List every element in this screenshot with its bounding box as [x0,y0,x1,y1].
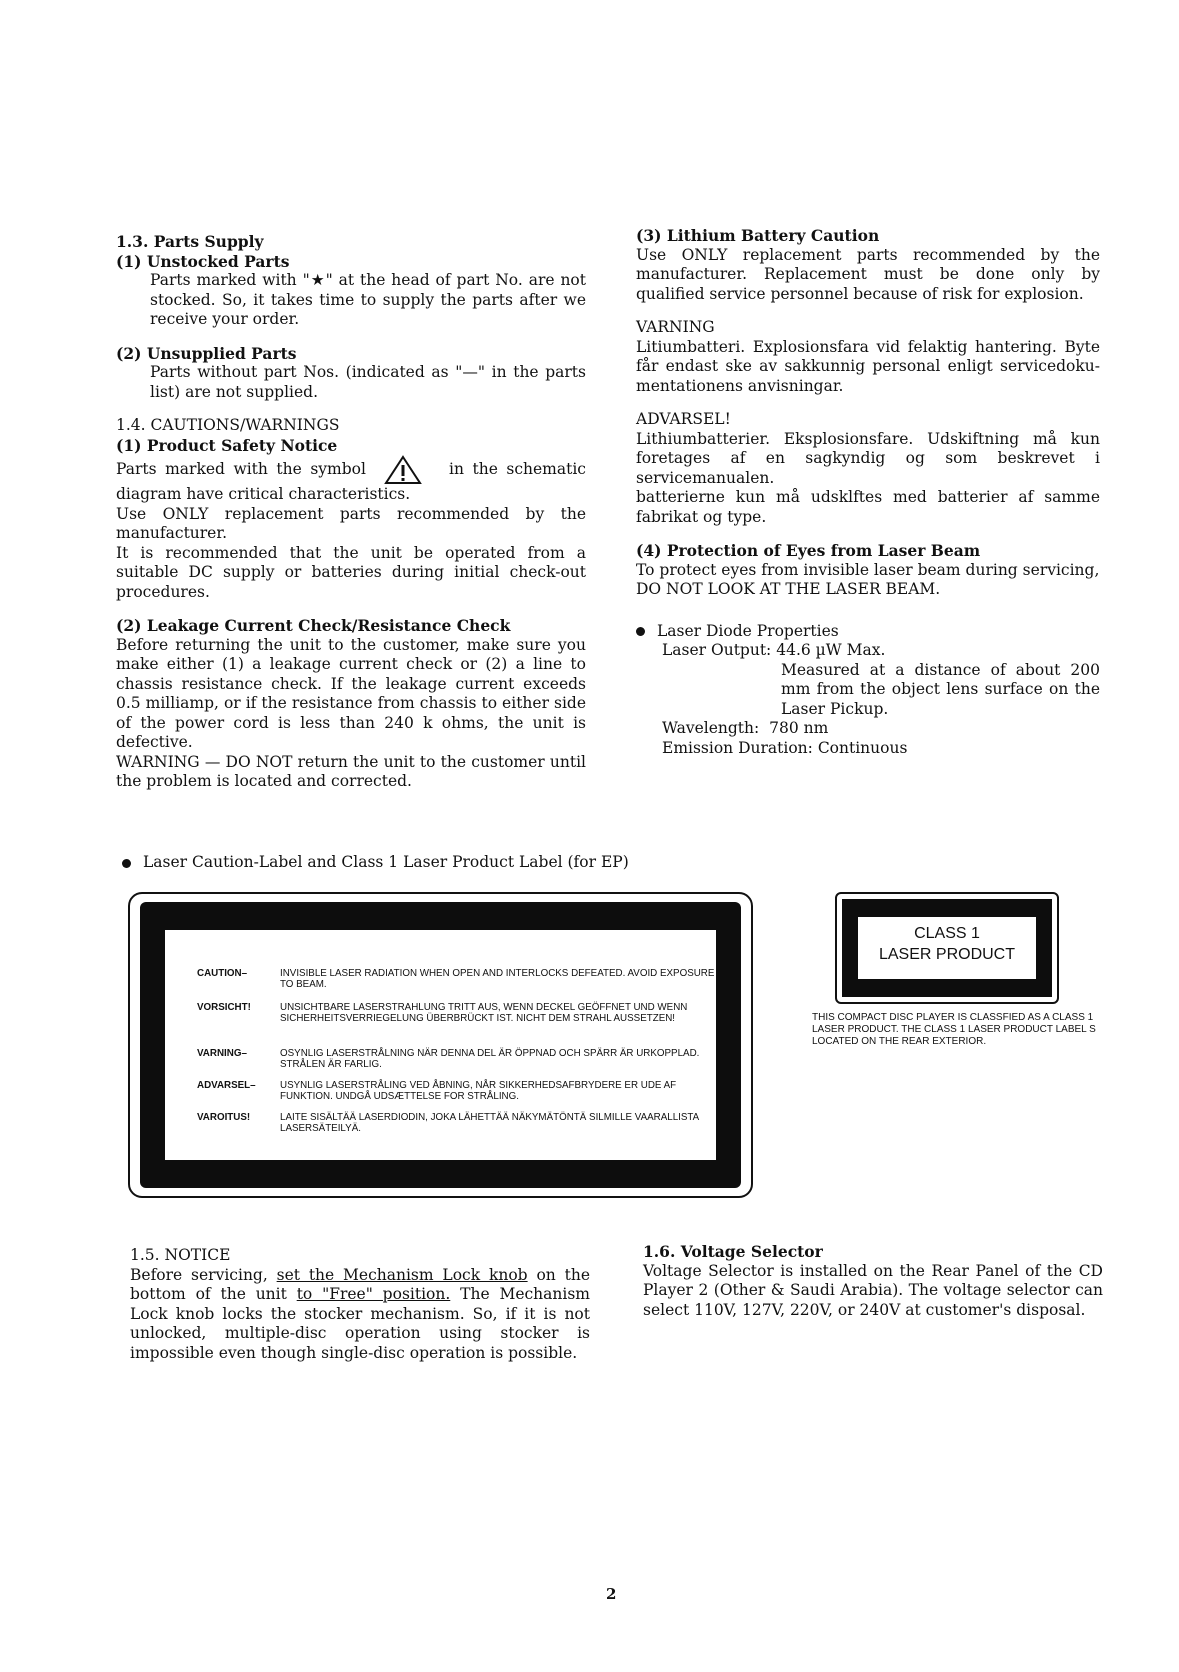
eye-protection-caps: DO NOT LOOK AT THE LASER BEAM. [636,580,941,598]
vorsicht-text: UNSICHTBARE LASERSTRAHLUNG TRITT AUS, WENN DECKEL GEÖFFNET UND WENN SICHERHEITSVERRIEGELUNG ÜBERBRÜCKT IST. NICHT DEM STRAHL AUSSETZEN! [280,1002,688,1024]
varning-text: OSYNLIG LASERSTRÅLNING NÄR DENNA DEL ÄR ÖPPNAD OCH SPÄRR ÄR URKOPPLAD. STRÅLEN ÄR FARLIG. [280,1048,700,1070]
leakage-check-warning: WARNING — DO NOT return the unit to the customer until the problem is located and corrected. [116,752,586,790]
advarsel-body: Lithiumbatterier. Eksplosionsfare. Udskiftning må kun foretages af en sagkyndig og som beskrevet i servicemanualen. [636,429,1100,487]
section-1-3-title: 1.3. Parts Supply [116,232,264,251]
product-safety-p2: Use ONLY replacement parts recommended by the manufacturer. [116,504,586,542]
lithium-battery-title: (3) Lithium Battery Caution [636,226,880,245]
emission-value: Continuous [817,738,908,757]
bullet-icon [122,859,131,868]
class-1-frame [842,899,1052,997]
varning-title: VARNING [636,318,715,336]
class-1-panel [858,917,1036,979]
laser-diode-title: Laser Diode Properties [657,621,839,640]
eye-protection-title: (4) Protection of Eyes from Laser Beam [636,541,981,560]
product-safety-post: in the schematic diagram have critical characteristics. [116,460,586,503]
notice-body [130,1266,590,1364]
unstocked-parts-body: Parts marked with "★" at the head of part No. are not stocked. So, it takes time to supply the parts after we receive your order. [150,271,586,328]
notice-underline-2: to "Free" position. [296,1285,451,1303]
notice-text-a: Before servicing, [130,1265,277,1284]
caution-text: INVISIBLE LASER RADIATION WHEN OPEN AND INTERLOCKS DEFEATED. AVOID EXPOSURE TO BEAM. [280,968,715,990]
leakage-check-body: Before returning the unit to the customer, make sure you make either (1) a leakage current check or (2) a line to chassis resistance check. If the leakage current exceeds 0.5 milliamp, or if the resistance from chassis to either side of the power cord is less than 240 k ohms, the unit is defective. [116,635,586,751]
caution-key: CAUTION– [197,968,248,979]
wavelength-label: Wavelength: [662,719,760,737]
advarsel-text: USYNLIG LASERSTRÅLING VED ÅBNING, NÅR SIKKERHEDSAFBRYDERE ER UDE AF FUNKTION. UNDGÅ UDSÆTTELSE FOR STRÅLING. [280,1080,677,1102]
warning-triangle-icon [384,455,422,485]
varning-key: VARNING– [197,1048,247,1059]
unsupplied-parts-title: (2) Unsupplied Parts [116,343,297,363]
notice-section [130,1246,590,1363]
right-column [636,226,1100,758]
class-1-line-1: CLASS 1 [914,925,980,942]
product-safety-p3: It is recommended that the unit be operated from a suitable DC supply or batteries during initial check-out procedures. [116,543,586,601]
laser-output-note: Measured at a distance of about 200 mm from the object lens surface on the Laser Pickup. [781,660,1100,718]
class-1-note: THIS COMPACT DISC PLAYER IS CLASSFIED AS A CLASS 1 LASER PRODUCT. THE CLASS 1 LASER PRODUCT LABEL S LOCATED ON THE REAR EXTERIOR. [812,1012,1096,1047]
product-safety-title: (1) Product Safety Notice [116,435,338,455]
left-column [116,232,586,792]
section-1-4-title: 1.4. CAUTIONS/WARNINGS [116,416,340,434]
varning-body: Litiumbatteri. Explosionsfara vid felaktig hantering. Byte får endast ske av sakkunnig personal enligt servicedoku-mentationens anvisningar. [636,337,1100,395]
varoitus-text: LAITE SISÄLTÄÄ LASERDIODIN, JOKA LÄHETTÄÄ NÄKYMÄTÖNTÄ SILMILLE VAARALLISTA LASERSÄTEILYÄ. [280,1112,699,1134]
unsupplied-parts-body: Parts without part Nos. (indicated as "—" in the parts list) are not supplied. [150,363,586,401]
advarsel-key: ADVARSEL– [197,1080,256,1091]
section-1-5-title: 1.5. NOTICE [130,1246,231,1264]
voltage-selector-body: Voltage Selector is installed on the Rear Panel of the CD Player 2 (Other & Saudi Arabia). The voltage selector can select 110V, 127V, 220V, or 240V at customer's disposal. [643,1261,1103,1319]
page-number: 2 [606,1585,617,1603]
voltage-selector-section [643,1242,1103,1320]
notice-text-b: on the bottom of the unit [130,1265,590,1303]
laser-output-value: 44.6 µW Max. [776,641,886,659]
class-1-label [835,892,1059,1004]
caution-label-panel [165,930,716,1160]
label-section-heading-text: Laser Caution-Label and Class 1 Laser Product Label (for EP) [143,853,629,871]
leakage-check-title: (2) Leakage Current Check/Resistance Check [116,616,511,635]
advarsel-title: ADVARSEL! [636,410,731,428]
product-safety-pre: Parts marked with the symbol [116,460,366,478]
emission-label: Emission Duration: [662,738,813,757]
laser-output-label: Laser Output: [662,641,772,659]
notice-text-c: The Mechanism Lock knob locks the stocker mechanism. So, if it is not unlocked, multiple-disc operation using stocker is impossible even though single-disc operation is possible. [130,1285,590,1362]
varoitus-key: VAROITUS! [197,1112,251,1123]
class-1-line-2: LASER PRODUCT [878,946,1016,963]
product-safety-body [116,455,586,505]
caution-label-frame [140,902,741,1188]
wavelength-value: 780 nm [769,719,829,737]
notice-underline-1: set the Mechanism Lock knob [276,1265,528,1284]
eye-protection-body: To protect eyes from invisible laser beam during servicing, [636,560,1100,579]
laser-diode-properties [636,622,1100,759]
vorsicht-key: VORSICHT! [197,1002,251,1013]
laser-caution-label [128,892,753,1198]
section-1-6-title: 1.6. Voltage Selector [643,1242,823,1261]
label-section-heading [122,853,822,873]
bullet-icon [636,627,645,636]
lithium-battery-body: Use ONLY replacement parts recommended by the manufacturer. Replacement must be done only by qualified service personnel because of risk for explosion. [636,245,1100,303]
advarsel-body-2: batterierne kun må udsklftes med batterier af samme fabrikat og type. [636,488,1100,526]
unstocked-parts-title: (1) Unstocked Parts [116,251,290,271]
